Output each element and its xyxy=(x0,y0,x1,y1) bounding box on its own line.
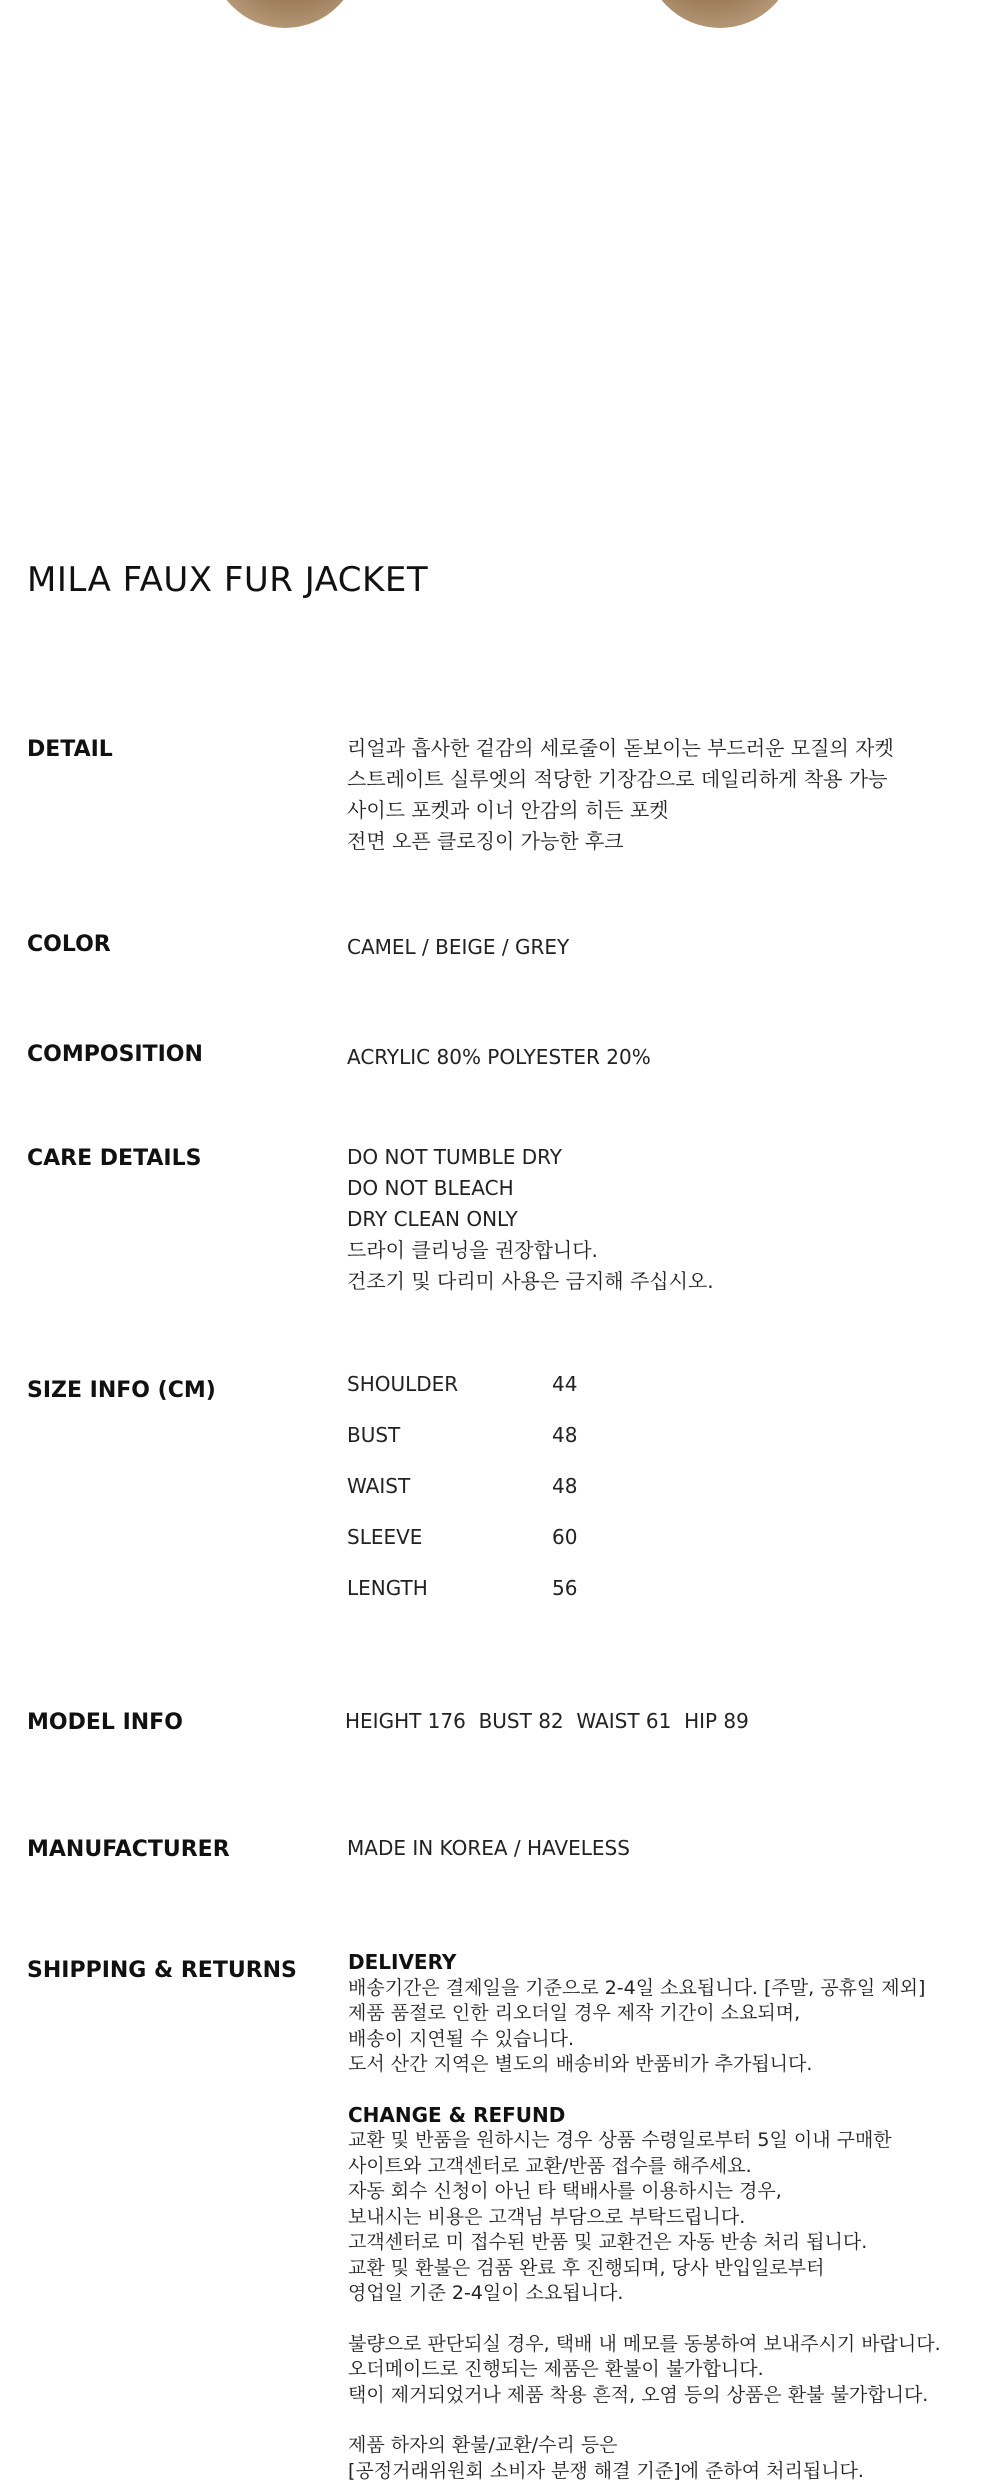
spacer xyxy=(348,2307,941,2332)
notice-line: 오더메이드로 진행되는 제품은 환불이 불가합니다. xyxy=(348,2357,941,2383)
size-row-length xyxy=(347,1576,577,1600)
delivery-line: 제품 품절로 인한 리오더일 경우 제작 기간이 소요되며, xyxy=(348,2001,941,2027)
size-row-shoulder xyxy=(347,1372,577,1396)
refund-line: 보내시는 비용은 고객님 부담으로 부탁드립니다. xyxy=(348,2205,941,2231)
detail-line: 사이드 포켓과 이너 안감의 히든 포켓 xyxy=(347,795,894,826)
color-label: COLOR xyxy=(27,932,111,957)
model-value: HEIGHT 176 BUST 82 WAIST 61 HIP 89 xyxy=(345,1706,749,1737)
shipping-text xyxy=(348,1950,941,2484)
policy-line: 제품 하자의 환불/교환/수리 등은 xyxy=(348,2433,941,2459)
detail-line: 리얼과 흡사한 겉감의 세로줄이 돋보이는 부드러운 모질의 자켓 xyxy=(347,733,894,764)
size-row-bust xyxy=(347,1423,577,1447)
refund-line: 자동 회수 신청이 아닌 타 택배사를 이용하시는 경우, xyxy=(348,2179,941,2205)
care-line: DO NOT BLEACH xyxy=(347,1173,714,1204)
detail-line: 전면 오픈 클로징이 가능한 후크 xyxy=(347,826,894,857)
notice-line: 불량으로 판단되실 경우, 택배 내 메모를 동봉하여 보내주시기 바랍니다. xyxy=(348,2332,941,2358)
care-line: 드라이 클리닝을 권장합니다. xyxy=(347,1235,714,1266)
refund-line: 교환 및 반품을 원하시는 경우 상품 수령일로부터 5일 이내 구매한 xyxy=(348,2128,941,2154)
size-name: SHOULDER xyxy=(347,1372,552,1396)
delivery-line: 배송이 지연될 수 있습니다. xyxy=(348,2027,941,2053)
size-label: SIZE INFO (CM) xyxy=(27,1378,216,1403)
size-row-sleeve xyxy=(347,1525,577,1549)
detail-label: DETAIL xyxy=(27,737,113,762)
refund-line: 교환 및 환불은 검품 완료 후 진행되며, 당사 반입일로부터 xyxy=(348,2256,941,2282)
care-line: DRY CLEAN ONLY xyxy=(347,1204,714,1235)
detail-text xyxy=(347,733,894,857)
shipping-label: SHIPPING & RETURNS xyxy=(27,1958,297,1983)
model-label: MODEL INFO xyxy=(27,1710,183,1735)
refund-line: 사이트와 고객센터로 교환/반품 접수를 해주세요. xyxy=(348,2154,941,2180)
care-label: CARE DETAILS xyxy=(27,1146,201,1171)
spacer xyxy=(348,2408,941,2433)
size-value: 56 xyxy=(552,1576,577,1600)
delivery-heading: DELIVERY xyxy=(348,1950,941,1976)
size-value: 48 xyxy=(552,1474,577,1498)
size-name: WAIST xyxy=(347,1474,552,1498)
delivery-line: 도서 산간 지역은 별도의 배송비와 반품비가 추가됩니다. xyxy=(348,2052,941,2078)
refund-line: 고객센터로 미 접수된 반품 및 교환건은 자동 반송 처리 됩니다. xyxy=(348,2230,941,2256)
care-line: DO NOT TUMBLE DRY xyxy=(347,1142,714,1173)
composition-value: ACRYLIC 80% POLYESTER 20% xyxy=(347,1042,651,1073)
size-name: SLEEVE xyxy=(347,1525,552,1549)
refund-line: 영업일 기준 2-4일이 소요됩니다. xyxy=(348,2281,941,2307)
composition-label: COMPOSITION xyxy=(27,1042,203,1067)
notice-line: 택이 제거되었거나 제품 착용 흔적, 오염 등의 상품은 환불 불가합니다. xyxy=(348,2383,941,2409)
spacer xyxy=(348,2078,941,2103)
fur-sleeve-right-image xyxy=(645,0,795,28)
fur-sleeve-left-image xyxy=(210,0,360,28)
care-text xyxy=(347,1142,714,1297)
policy-line: [공정거래위원회 소비자 분쟁 해결 기준]에 준하여 처리됩니다. xyxy=(348,2459,941,2484)
product-title: MILA FAUX FUR JACKET xyxy=(27,560,428,600)
manufacturer-label: MANUFACTURER xyxy=(27,1837,230,1862)
delivery-line: 배송기간은 결제일을 기준으로 2-4일 소요됩니다. [주말, 공휴일 제외] xyxy=(348,1976,941,2002)
care-line: 건조기 및 다리미 사용은 금지해 주십시오. xyxy=(347,1266,714,1297)
refund-heading: CHANGE & REFUND xyxy=(348,2103,941,2129)
size-name: LENGTH xyxy=(347,1576,552,1600)
size-value: 60 xyxy=(552,1525,577,1549)
manufacturer-value: MADE IN KOREA / HAVELESS xyxy=(347,1833,630,1864)
size-row-waist xyxy=(347,1474,577,1498)
detail-line: 스트레이트 실루엣의 적당한 기장감으로 데일리하게 착용 가능 xyxy=(347,764,894,795)
size-value: 44 xyxy=(552,1372,577,1396)
size-value: 48 xyxy=(552,1423,577,1447)
size-name: BUST xyxy=(347,1423,552,1447)
color-value: CAMEL / BEIGE / GREY xyxy=(347,932,569,963)
product-image-area xyxy=(0,0,1000,560)
